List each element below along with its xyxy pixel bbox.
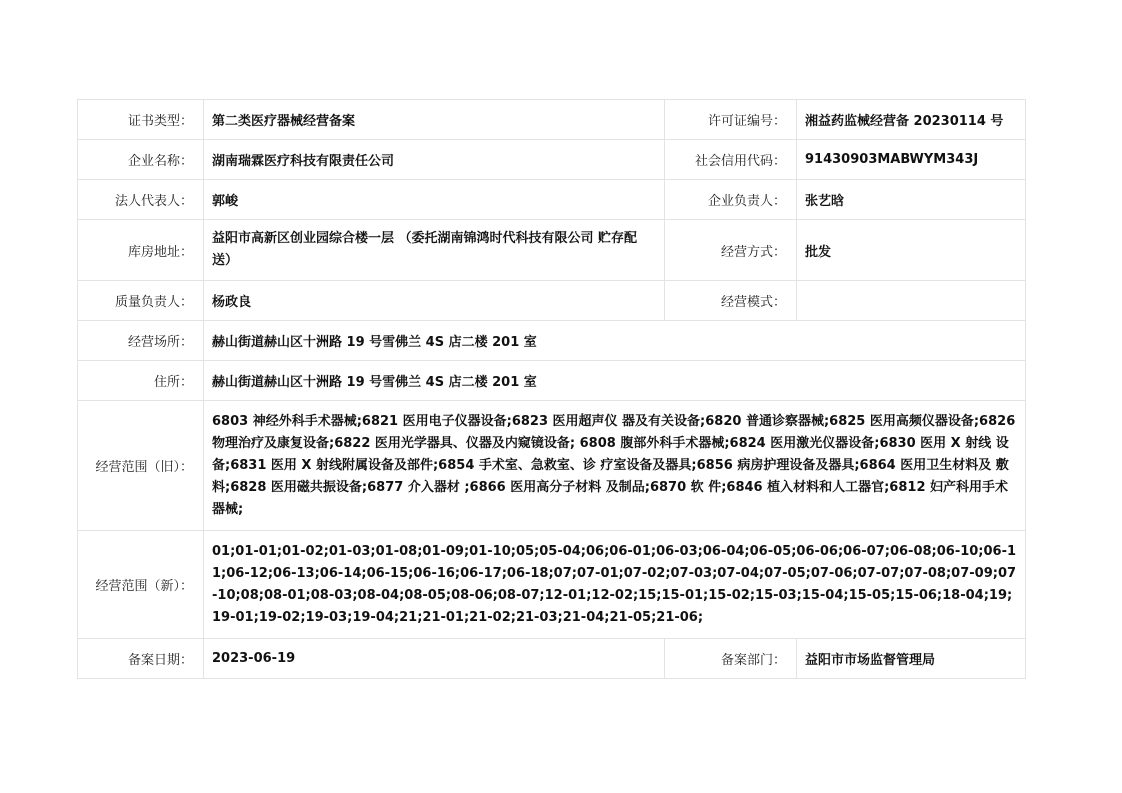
company-head-label: 企业负责人： <box>665 180 797 220</box>
legal-rep-label: 法人代表人： <box>78 180 204 220</box>
mode-label: 经营方式： <box>665 220 797 281</box>
scope-old-value: 6803 神经外科手术器械;6821 医用电子仪器设备;6823 医用超声仪 器及有关设备;6820 普通诊察器械;6825 医用高频仪器设备;6826 物理治疗及康复设备;6822 医用光学器具、仪器及内窥镜设备; 6808 腹部外科手术器械;6824 医用激光仪器设备;6830 医用 X 射线 设备;6831 医用 X 射线附属设备及部件;6854 手术室、急救室、诊 疗室设备及器具;6856 病房护理设备及器具;6864 医用卫生材料及 敷料;6828 医用磁共振设备;6877 介入器材 ;6866 医用高分子材料 及制品;6870 软 件;6846 植入材料和人工器官;6812 妇产科用手术 器械; <box>204 401 1026 531</box>
premises-label: 经营场所： <box>78 321 204 361</box>
credit-code-label: 社会信用代码： <box>665 140 797 180</box>
company-name-label: 企业名称： <box>78 140 204 180</box>
cert-type-label: 证书类型： <box>78 100 204 140</box>
row-scope-old <box>78 401 1026 531</box>
row-warehouse <box>78 220 1026 281</box>
warehouse-value: 益阳市高新区创业园综合楼一层 （委托湖南锦鸿时代科技有限公司 贮存配送） <box>204 220 665 281</box>
row-quality-head <box>78 281 1026 321</box>
company-name-value: 湖南瑞霖医疗科技有限责任公司 <box>204 140 665 180</box>
row-cert-type <box>78 100 1026 140</box>
license-no-value: 湘益药监械经营备 20230114 号 <box>797 100 1026 140</box>
row-residence <box>78 361 1026 401</box>
pattern-value <box>797 281 1026 321</box>
warehouse-label: 库房地址： <box>78 220 204 281</box>
record-date-value: 2023-06-19 <box>204 639 665 679</box>
license-no-label: 许可证编号： <box>665 100 797 140</box>
row-scope-new <box>78 531 1026 639</box>
record-date-label: 备案日期： <box>78 639 204 679</box>
premises-value: 赫山街道赫山区十洲路 19 号雪佛兰 4S 店二楼 201 室 <box>204 321 1026 361</box>
cert-type-value: 第二类医疗器械经营备案 <box>204 100 665 140</box>
row-record-date <box>78 639 1026 679</box>
row-company-name <box>78 140 1026 180</box>
legal-rep-value: 郭峻 <box>204 180 665 220</box>
residence-value: 赫山街道赫山区十洲路 19 号雪佛兰 4S 店二楼 201 室 <box>204 361 1026 401</box>
record-dept-value: 益阳市市场监督管理局 <box>797 639 1026 679</box>
quality-head-label: 质量负责人： <box>78 281 204 321</box>
credit-code-value: 91430903MABWYM343J <box>797 140 1026 180</box>
mode-value: 批发 <box>797 220 1026 281</box>
scope-old-label: 经营范围（旧）： <box>78 401 204 531</box>
record-dept-label: 备案部门： <box>665 639 797 679</box>
scope-new-label: 经营范围（新）： <box>78 531 204 639</box>
row-legal-rep <box>78 180 1026 220</box>
quality-head-value: 杨政良 <box>204 281 665 321</box>
residence-label: 住所： <box>78 361 204 401</box>
row-premises <box>78 321 1026 361</box>
record-table <box>77 99 1026 679</box>
pattern-label: 经营模式： <box>665 281 797 321</box>
scope-new-value: 01;01-01;01-02;01-03;01-08;01-09;01-10;05;05-04;06;06-01;06-03;06-04;06-05;06-06;06-07;06-08;06-10;06-11;06-12;06-13;06-14;06-15;06-16;06-17;06-18;07;07-01;07-02;07-03;07-04;07-05;07-06;07-07;07-08;07-09;07-10;08;08-01;08-03;08-04;08-05;08-06;08-07;12-01;12-02;15;15-01;15-02;15-03;15-04;15-05;15-06;18-04;19;19-01;19-02;19-03;19-04;21;21-01;21-02;21-03;21-04;21-05;21-06; <box>204 531 1026 639</box>
company-head-value: 张艺晗 <box>797 180 1026 220</box>
